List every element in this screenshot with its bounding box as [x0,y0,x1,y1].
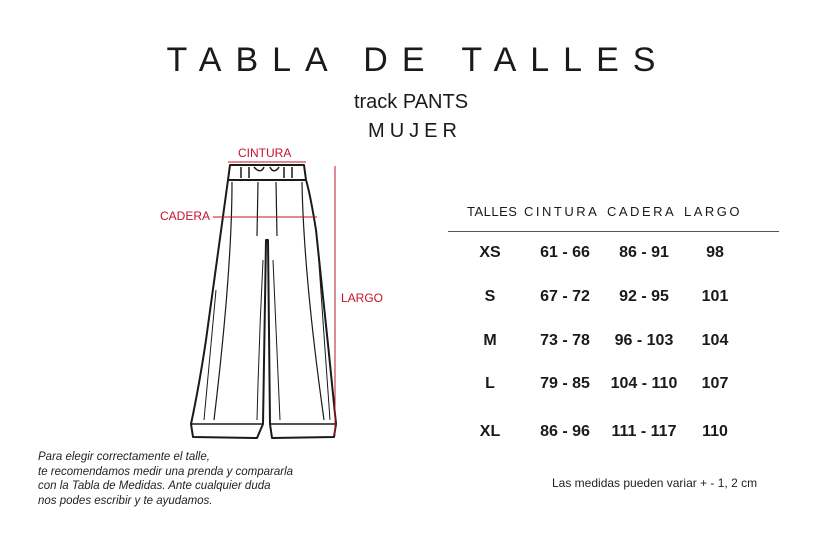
table-row [0,332,822,356]
measurement-advice [38,450,293,508]
cadera-cell: 96 - 103 [614,332,674,349]
table-row [0,375,822,399]
product-name: track PANTS [353,91,469,113]
header-cintura: CINTURA [524,204,600,219]
cadera-cell: 104 - 110 [610,375,678,392]
size-cell: S [484,288,496,305]
advice-line: con la Tabla de Medidas. Ante cualquier duda [38,480,271,492]
largo-cell: 104 [701,332,729,349]
largo-cell: 110 [702,423,728,440]
advice-line: Para elegir correctamente el talle, [38,451,210,463]
header-largo: LARGO [684,204,743,219]
advice-line: nos podes escribir y te ayudamos. [38,494,213,507]
cintura-cell: 86 - 96 [540,423,590,440]
header-cadera: CADERA [607,204,677,219]
cintura-cell: 73 - 78 [540,332,590,349]
waist-label: CINTURA [238,146,292,160]
header-talles: TALLES [467,204,518,219]
page-title: TABLA DE TALLES [166,41,670,79]
cadera-cell: 111 - 117 [611,423,677,440]
table-row [0,423,822,447]
size-cell: XL [479,423,501,440]
hip-label: CADERA [160,209,211,223]
advice-line: te recomendamos medir una prenda y compararla [38,465,294,478]
size-cell: L [485,375,495,392]
variance-disclaimer: Las medidas pueden variar + - 1, 2 cm [552,476,758,490]
largo-cell: 98 [706,244,724,261]
size-cell: M [483,332,497,349]
gender-label: MUJER [368,120,462,142]
cadera-cell: 92 - 95 [619,288,669,305]
cadera-cell: 86 - 91 [619,244,669,261]
cintura-cell: 79 - 85 [540,375,590,392]
length-label: LARGO [341,291,384,305]
size-cell: XS [479,244,501,261]
cintura-cell: 61 - 66 [540,244,590,261]
table-row [0,244,822,268]
table-row [0,288,822,312]
table-divider [448,231,779,232]
largo-cell: 107 [701,375,729,392]
cintura-cell: 67 - 72 [540,288,590,305]
largo-cell: 101 [701,288,729,305]
